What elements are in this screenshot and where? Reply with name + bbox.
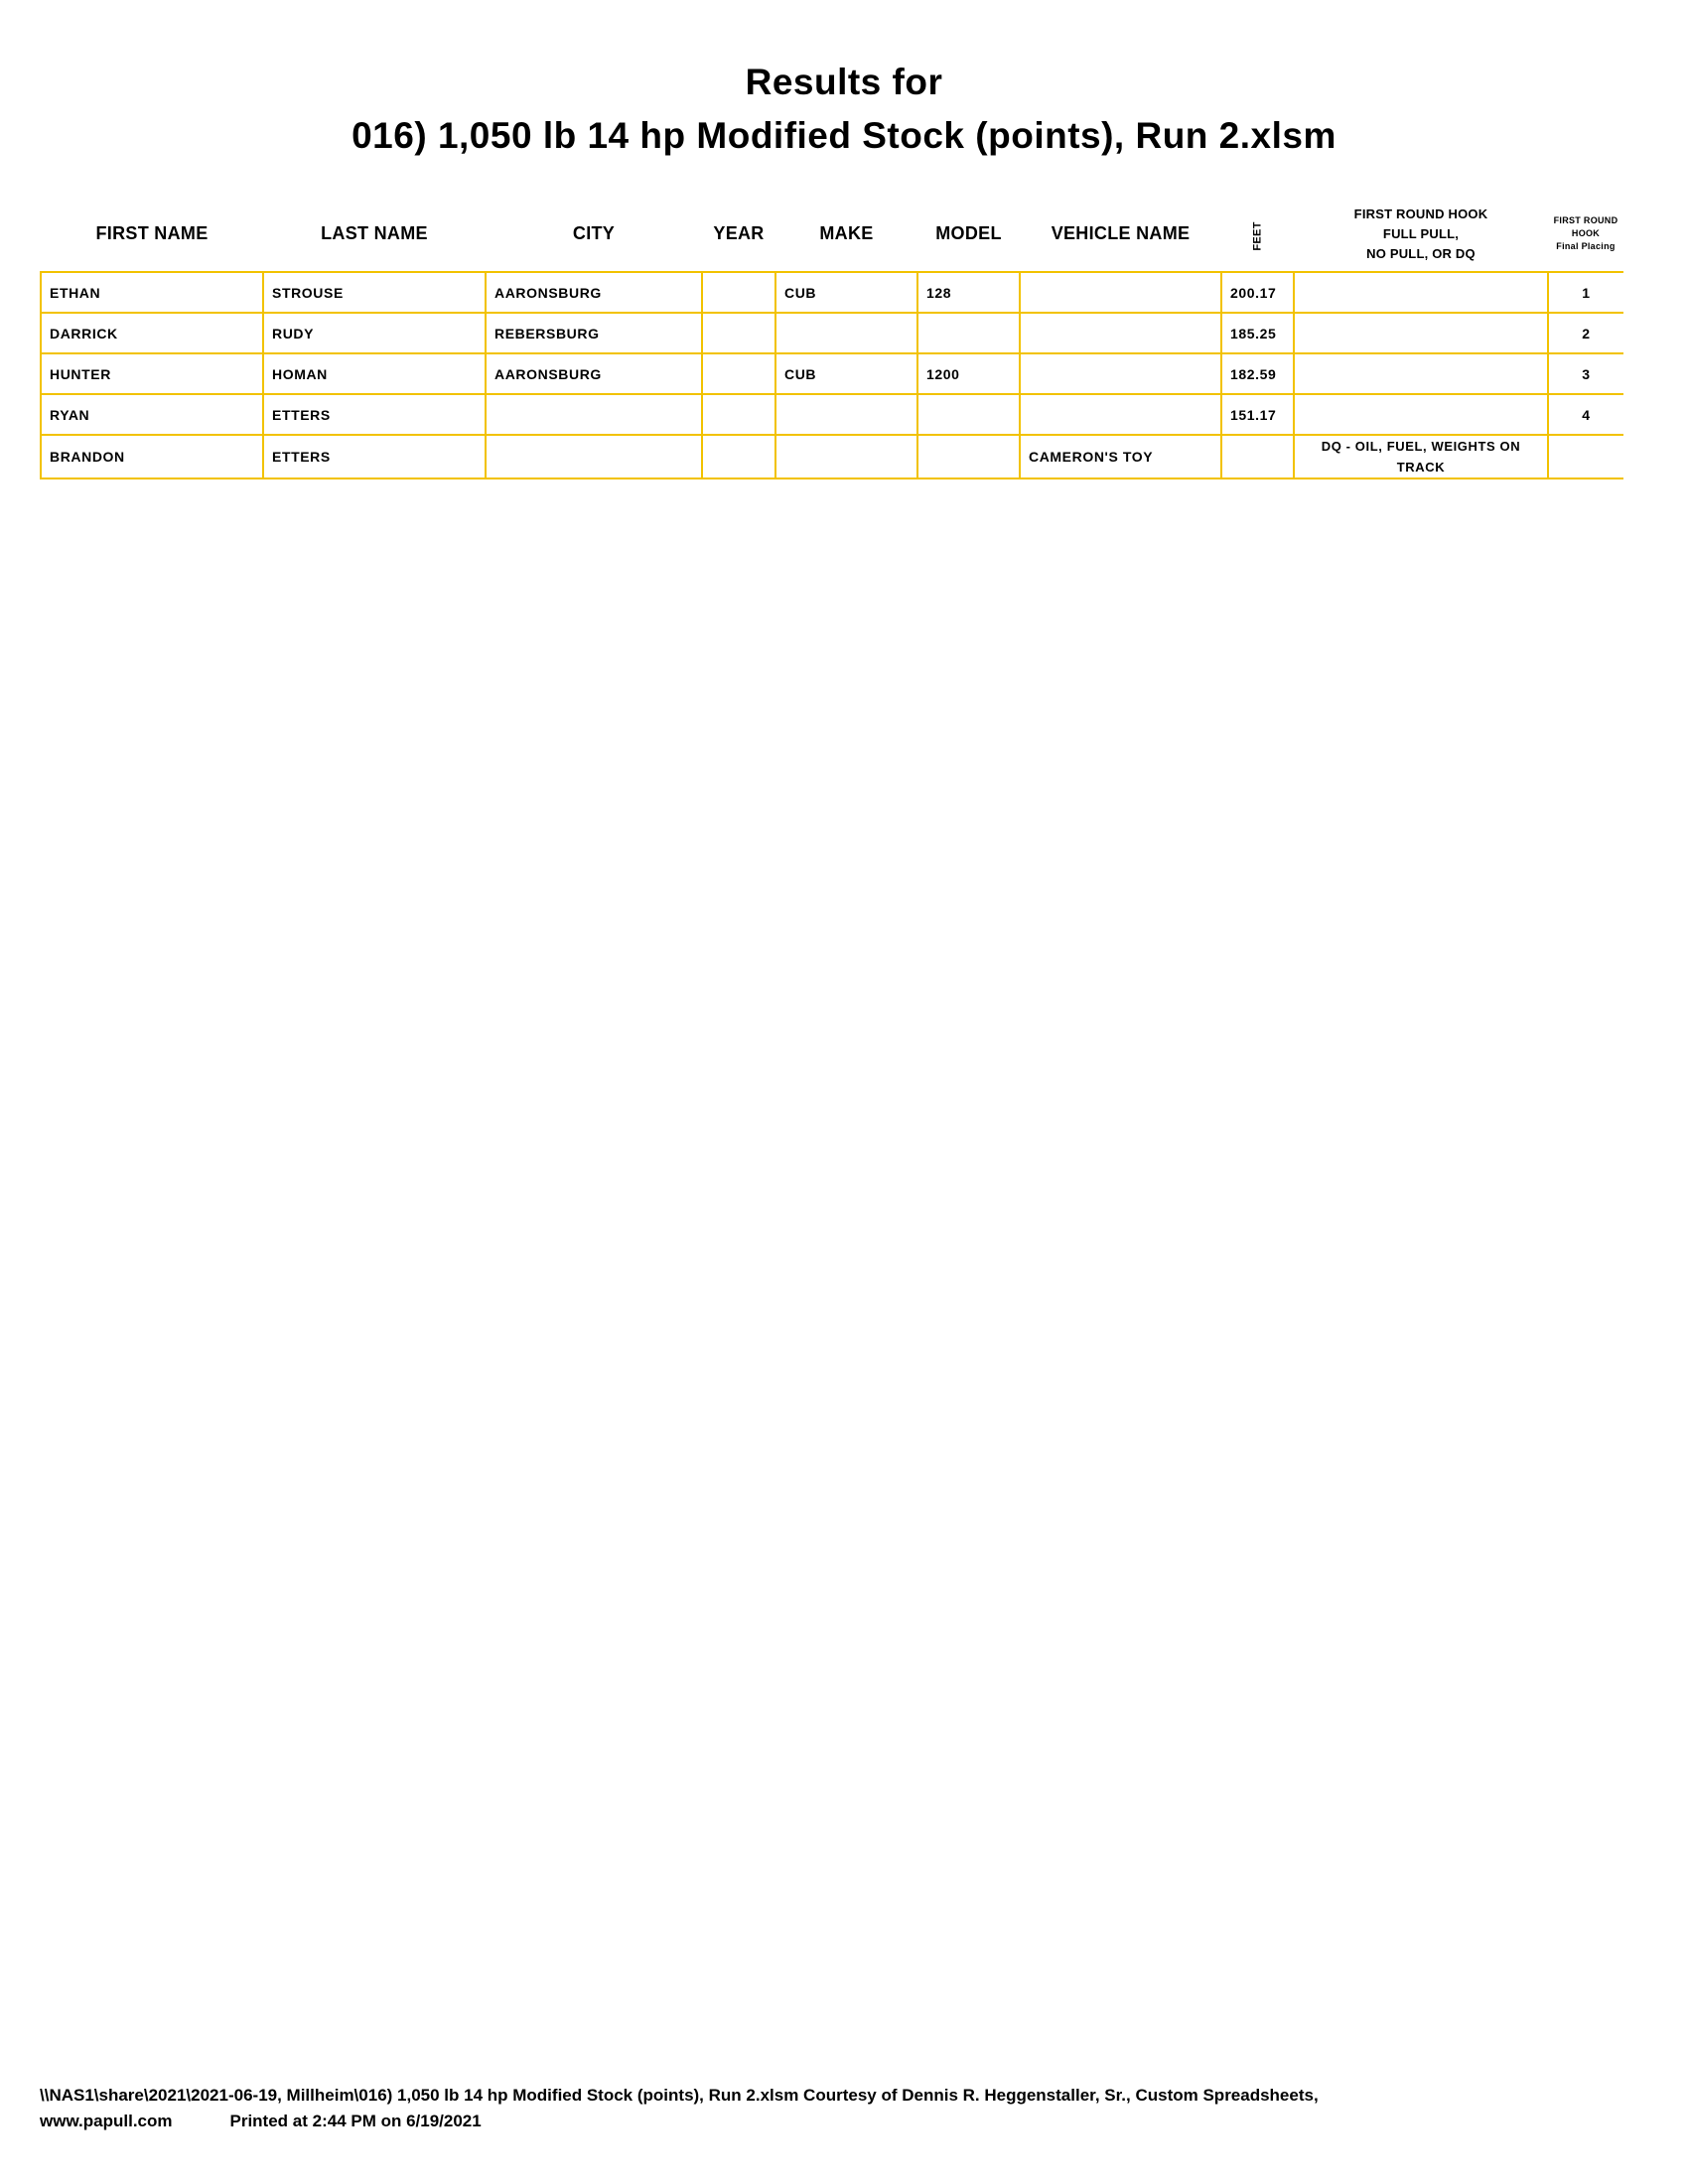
cell-first-name: ETHAN: [41, 272, 263, 313]
cell-make: CUB: [775, 353, 917, 394]
cell-vehicle-name: CAMERON'S TOY: [1020, 435, 1221, 478]
page-subtitle: 016) 1,050 lb 14 hp Modified Stock (points), Run 2.xlsm: [352, 115, 1336, 156]
cell-last-name: HOMAN: [263, 353, 486, 394]
header-vehicle-name: VEHICLE NAME: [1051, 223, 1191, 243]
header-feet-label: FEET: [1251, 221, 1264, 251]
cell-last-name: STROUSE: [263, 272, 486, 313]
cell-year: [702, 272, 775, 313]
header-feet: [1221, 197, 1294, 272]
cell-feet: 200.17: [1221, 272, 1294, 313]
cell-feet: 151.17: [1221, 394, 1294, 435]
header-make: MAKE: [819, 223, 874, 243]
cell-year: [702, 313, 775, 353]
header-hook-line1: FIRST ROUND HOOK: [1353, 205, 1488, 221]
cell-hook: [1294, 394, 1548, 435]
header-last-name: LAST NAME: [321, 223, 428, 243]
cell-hook: [1294, 353, 1548, 394]
cell-model: [917, 313, 1020, 353]
cell-placing: [1548, 435, 1623, 478]
cell-vehicle-name: [1020, 313, 1221, 353]
footer-printed: Printed at 2:44 PM on 6/19/2021: [229, 2112, 482, 2130]
header-final-placing: [1548, 197, 1623, 272]
header-model: MODEL: [935, 223, 1002, 243]
page-footer: [40, 2083, 1648, 2134]
cell-feet: 185.25: [1221, 313, 1294, 353]
cell-placing: 1: [1548, 272, 1623, 313]
cell-vehicle-name: [1020, 272, 1221, 313]
cell-city: AARONSBURG: [486, 272, 702, 313]
cell-make: [775, 394, 917, 435]
header-city: CITY: [572, 223, 616, 243]
cell-last-name: ETTERS: [263, 435, 486, 478]
footer-path: \\NAS1\share\2021\2021-06-19, Millheim\016) 1,050 lb 14 hp Modified Stock (points), Run 2.xlsm Courtesy of Dennis R. Heggenstaller, Sr., Custom Spreadsheets,: [40, 2086, 1319, 2105]
cell-placing: 2: [1548, 313, 1623, 353]
cell-model: 128: [917, 272, 1020, 313]
cell-first-name: BRANDON: [41, 435, 263, 478]
cell-first-name: RYAN: [41, 394, 263, 435]
cell-make: CUB: [775, 272, 917, 313]
table-row: [41, 313, 1623, 353]
cell-model: [917, 435, 1020, 478]
table-row: [41, 435, 1623, 478]
cell-feet: 182.59: [1221, 353, 1294, 394]
cell-feet: [1221, 435, 1294, 478]
cell-last-name: RUDY: [263, 313, 486, 353]
cell-placing: 4: [1548, 394, 1623, 435]
header-first-name: FIRST NAME: [95, 223, 209, 243]
table-row: [41, 394, 1623, 435]
cell-model: 1200: [917, 353, 1020, 394]
cell-model: [917, 394, 1020, 435]
cell-last-name: ETTERS: [263, 394, 486, 435]
table-row: [41, 272, 1623, 313]
cell-year: [702, 394, 775, 435]
cell-hook: DQ - OIL, FUEL, WEIGHTS ON TRACK: [1294, 435, 1548, 478]
table-row: [41, 353, 1623, 394]
header-first-round-hook: [1294, 197, 1548, 272]
table-header-row: [41, 197, 1623, 272]
results-table: [40, 197, 1623, 479]
footer-website: www.papull.com: [40, 2112, 173, 2130]
cell-city: [486, 394, 702, 435]
header-hook-line3: NO PULL, OR DQ: [1366, 245, 1476, 261]
cell-city: [486, 435, 702, 478]
cell-hook: [1294, 272, 1548, 313]
cell-make: [775, 313, 917, 353]
cell-make: [775, 435, 917, 478]
cell-hook: [1294, 313, 1548, 353]
cell-vehicle-name: [1020, 394, 1221, 435]
cell-placing: 3: [1548, 353, 1623, 394]
cell-first-name: DARRICK: [41, 313, 263, 353]
page-title: Results for: [745, 62, 943, 102]
cell-city: AARONSBURG: [486, 353, 702, 394]
cell-vehicle-name: [1020, 353, 1221, 394]
footer-second-line: [40, 2109, 1648, 2134]
header-hook-line2: FULL PULL,: [1382, 225, 1460, 241]
header-placing-line3: Final Placing: [1556, 241, 1616, 251]
cell-year: [702, 435, 775, 478]
header-placing-line1: FIRST ROUND: [1553, 215, 1618, 225]
header-placing-line2: HOOK: [1571, 228, 1601, 238]
cell-year: [702, 353, 775, 394]
header-year: YEAR: [713, 223, 765, 243]
cell-first-name: HUNTER: [41, 353, 263, 394]
cell-city: REBERSBURG: [486, 313, 702, 353]
